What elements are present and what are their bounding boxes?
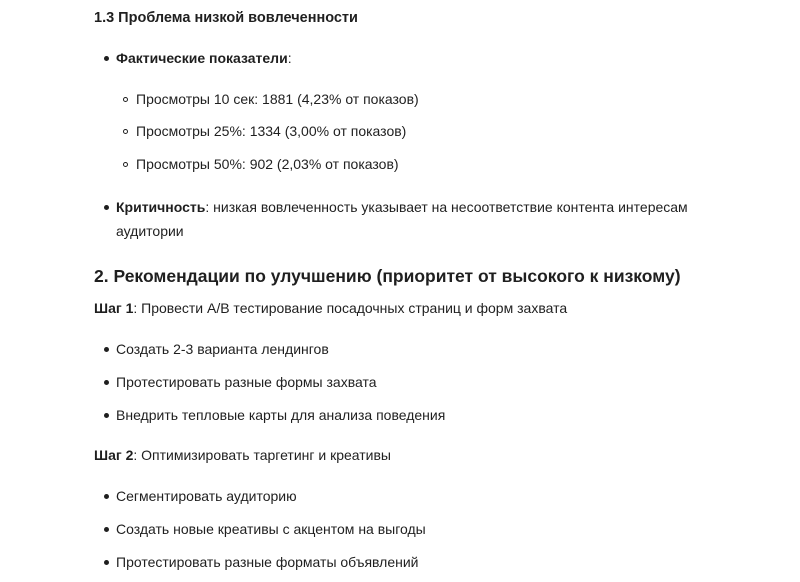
criticality-text-continuation: аудитории — [116, 223, 184, 239]
step-1-list-item: Создать 2-3 варианта лендингов — [116, 341, 329, 357]
step-2-list-item: Протестировать разные форматы объявлений — [116, 554, 419, 570]
metric-item: Просмотры 10 сек: 1881 (4,23% от показов) — [136, 91, 419, 107]
bullet-dot-icon — [104, 560, 109, 565]
bullet-circle-icon — [123, 129, 128, 134]
section-heading-1-3: 1.3 Проблема низкой вовлеченности — [94, 10, 358, 26]
step-2-list-item: Создать новые креативы с акцентом на выгоды — [116, 521, 426, 537]
criticality-label: Критичность — [116, 199, 206, 215]
criticality-item — [116, 197, 688, 217]
bullet-circle-icon — [123, 162, 128, 167]
bullet-circle-icon — [123, 97, 128, 102]
bullet-dot-icon — [104, 56, 109, 61]
bullet-dot-icon — [104, 380, 109, 385]
step-1-paragraph — [94, 298, 567, 318]
step-1-list-item: Протестировать разные формы захвата — [116, 374, 377, 390]
metric-item: Просмотры 25%: 1334 (3,00% от показов) — [136, 123, 407, 139]
step-2-list-item: Сегментировать аудиторию — [116, 488, 297, 504]
step-2-label: Шаг 2 — [94, 447, 134, 463]
step-1-text: : Провести A/B тестирование посадочных страниц и форм захвата — [133, 300, 568, 316]
step-1-label: Шаг 1 — [94, 300, 134, 316]
step-1-list-item: Внедрить тепловые карты для анализа поведения — [116, 407, 446, 423]
section-heading-2: 2. Рекомендации по улучшению (приоритет от высокого к низкому) — [94, 266, 681, 286]
bullet-dot-icon — [104, 494, 109, 499]
bullet-dot-icon — [104, 205, 109, 210]
bullet-dot-icon — [104, 527, 109, 532]
bullet-dot-icon — [104, 413, 109, 418]
actual-metrics-item — [116, 48, 292, 68]
step-2-text: : Оптимизировать таргетинг и креативы — [133, 447, 391, 463]
metric-item: Просмотры 50%: 902 (2,03% от показов) — [136, 156, 399, 172]
criticality-text: : низкая вовлеченность указывает на несоответствие контента интересам — [205, 199, 688, 215]
step-2-paragraph — [94, 445, 391, 465]
actual-metrics-colon: : — [287, 50, 292, 66]
actual-metrics-label: Фактические показатели — [116, 50, 288, 66]
bullet-dot-icon — [104, 347, 109, 352]
